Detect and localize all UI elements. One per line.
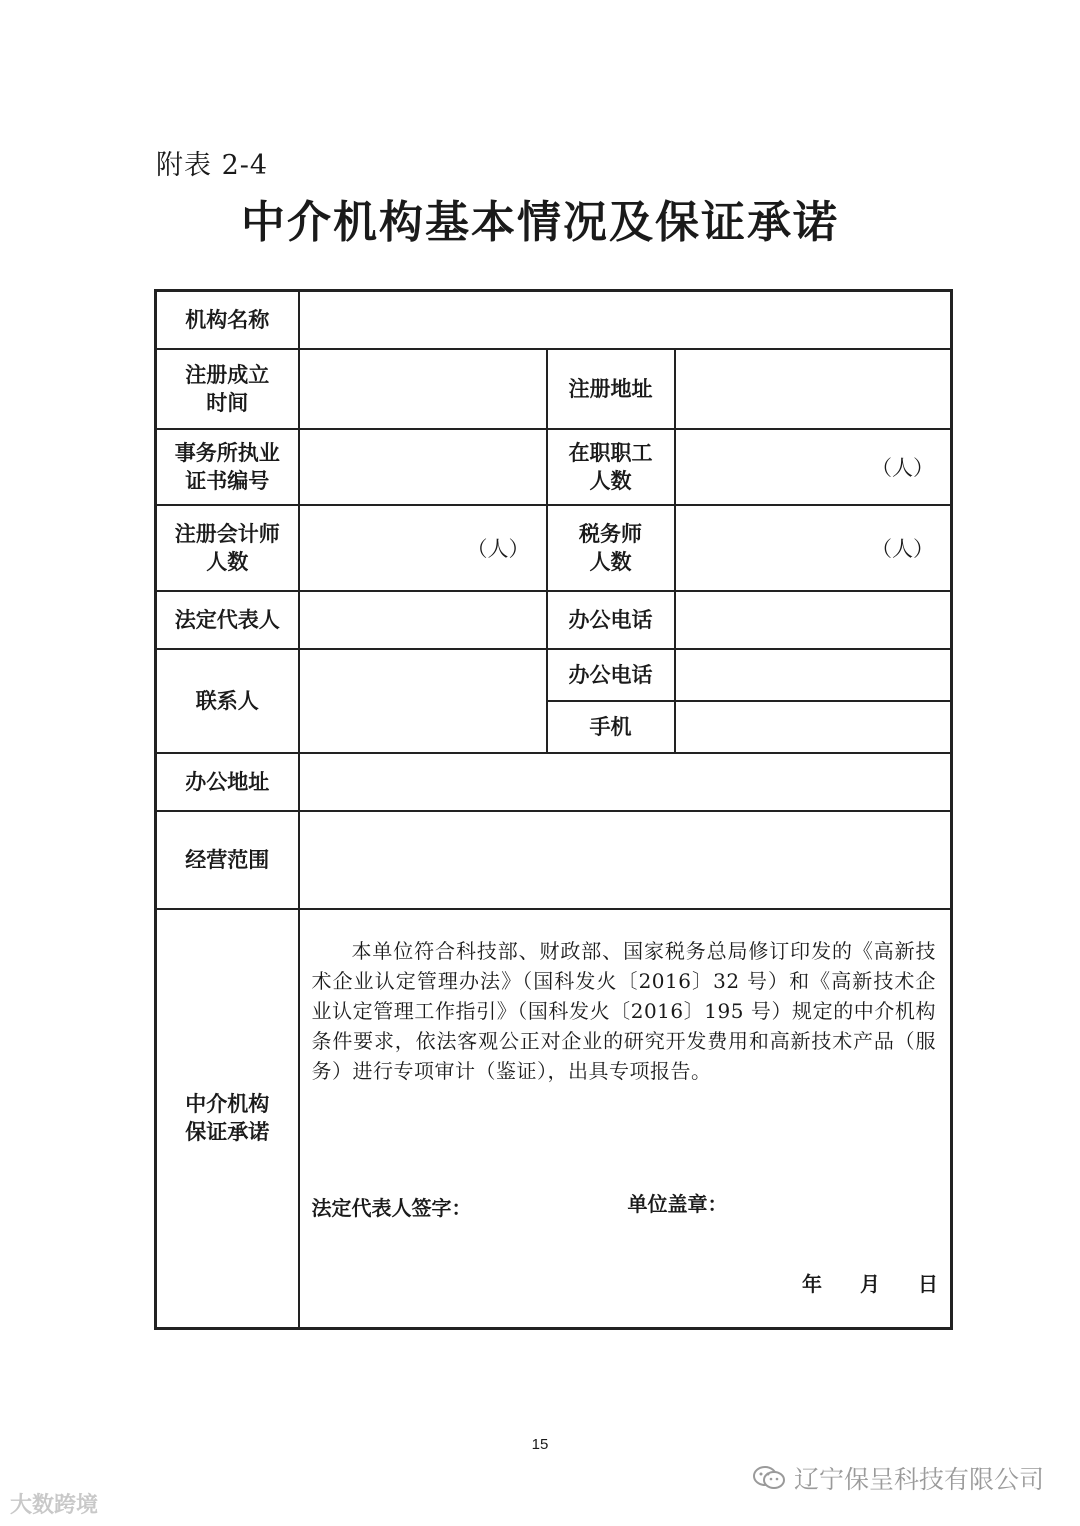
mobile-field[interactable] <box>675 701 952 753</box>
row-license-staff <box>156 429 952 505</box>
tax-count-label: 税务师 人数 <box>547 505 675 591</box>
institution-form-table <box>154 289 953 1330</box>
tax-count-field[interactable]: （人） <box>675 505 952 591</box>
row-registration <box>156 349 952 429</box>
row-office-address <box>156 753 952 811</box>
business-scope-label: 经营范围 <box>156 811 299 909</box>
office-address-label: 办公地址 <box>156 753 299 811</box>
contact-office-phone-field[interactable] <box>675 649 952 701</box>
contact-field[interactable] <box>299 649 547 753</box>
legal-rep-field[interactable] <box>299 591 547 649</box>
staff-count-field[interactable]: （人） <box>675 429 952 505</box>
row-business-scope <box>156 811 952 909</box>
watermark-left: 大数跨境 <box>10 1493 99 1518</box>
legal-rep-label: 法定代表人 <box>156 591 299 649</box>
office-phone-label: 办公电话 <box>547 591 675 649</box>
date-month-label: 月 <box>860 1271 881 1296</box>
unit-seal-label: 单位盖章： <box>627 1191 728 1216</box>
row-cpa-tax <box>156 505 952 591</box>
row-pledge <box>156 909 952 1329</box>
cpa-count-label: 注册会计师 人数 <box>156 505 299 591</box>
legal-rep-signature-label: 法定代表人签字： <box>311 1195 472 1220</box>
reg-address-field[interactable] <box>675 349 952 429</box>
annex-label: 附表 2-4 <box>156 150 269 181</box>
watermark-right <box>752 1460 1044 1496</box>
contact-label: 联系人 <box>156 649 299 753</box>
staff-count-label: 在职职工 人数 <box>547 429 675 505</box>
license-number-field[interactable] <box>299 429 547 505</box>
row-contact-phone <box>156 649 952 701</box>
license-label: 事务所执业 证书编号 <box>156 429 299 505</box>
date-line <box>764 1268 938 1297</box>
business-scope-field[interactable] <box>299 811 952 909</box>
pledge-label: 中介机构 保证承诺 <box>156 909 299 1329</box>
row-legal-rep <box>156 591 952 649</box>
reg-address-label: 注册地址 <box>547 349 675 429</box>
contact-office-phone-label: 办公电话 <box>547 649 675 701</box>
pledge-text: 本单位符合科技部、财政部、国家税务总局修订印发的《高新技术企业认定管理办法》（国科发火〔2016〕32 号）和《高新技术企业认定管理工作指引》（国科发火〔2016〕195 号）规定的中介机构条件要求，依法客观公正对企业的研究开发费用和高新技术产品（服务）进行专项审计（鉴证），出具专项报告。 <box>311 938 937 1083</box>
cpa-count-field[interactable]: （人） <box>299 505 547 591</box>
watermark-right-text: 辽宁保呈科技有限公司 <box>793 1465 1044 1494</box>
wechat-icon <box>752 1465 786 1491</box>
org-name-label: 机构名称 <box>156 291 299 349</box>
page-number: 15 <box>531 1436 549 1453</box>
date-day-label: 日 <box>918 1271 939 1296</box>
org-name-field[interactable] <box>299 291 952 349</box>
page-title: 中介机构基本情况及保证承诺 <box>241 197 839 248</box>
pledge-cell <box>299 909 952 1329</box>
office-phone-field[interactable] <box>675 591 952 649</box>
reg-date-label: 注册成立 时间 <box>156 349 299 429</box>
date-year-label: 年 <box>802 1271 823 1296</box>
mobile-label: 手机 <box>547 701 675 753</box>
row-org-name <box>156 291 952 349</box>
reg-date-field[interactable] <box>299 349 547 429</box>
office-address-field[interactable] <box>299 753 952 811</box>
